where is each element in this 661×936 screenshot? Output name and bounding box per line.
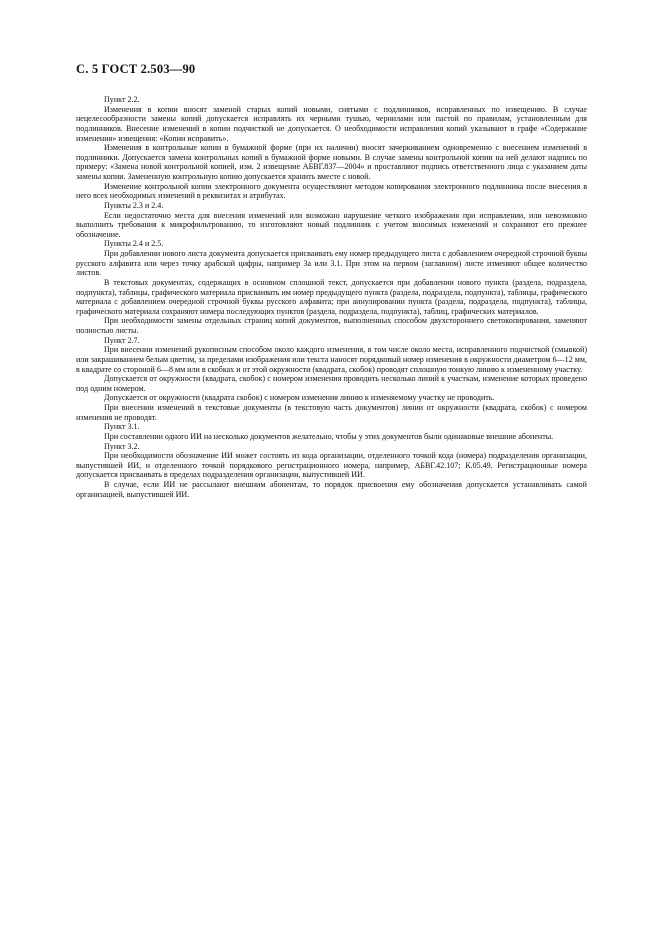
paragraph: Изменения в копии вносят заменой старых копий новыми, снятыми с подлинников, исправленных по извещению. В случае нецелесообразности замены копий допускается исправлять их черными тушью, чернилами или пастой по правилам, установленным для подлинников. Внесение изменений в копии подчисткой не допускается. О необходимости исправления копий указывают в графе «Содержание изменения» извещения: «Копии исправить». bbox=[76, 104, 587, 143]
paragraph: В случае, если ИИ не рассылают внешним абонентам, то порядок присвоения ему обозначения допускается устанавливать самой организацией, выпустившей ИИ. bbox=[76, 480, 587, 499]
paragraph-point-2-7: Пункт 2.7. bbox=[104, 335, 140, 345]
paragraph: При внесении изменений рукописным способом около каждого изменения, в том числе около места, исправленного подчисткой (смывкой) или закрашиванием белым цветом, за пределами изображения или текста наносят порядковый номер изменения в окружности диаметром 6—12 мм, в квадрате со стороной 6—8 мм или в скобках и от этой окружности (квадрата, скобок) проводят сплошную тонкую линию к измененному участку. bbox=[76, 345, 587, 374]
paragraph: Изменения в контрольные копии в бумажной форме (при их наличии) вносят зачеркиванием одновременно с внесением изменений в подлинники. Допускается замена контрольных копий в бумажной форме новыми. В случае замены контрольной копии на ней делают надпись по примеру: «Замена новой контрольной копией, изм. 2 извещение АБВГ.837—2004» и проставляют подпись ответственного лица с указанием даты замены копии. Замененную контрольную копию допускается хранить вместе с новой. bbox=[76, 143, 587, 181]
paragraph-point-2-2: Пункт 2.2. bbox=[104, 95, 140, 104]
paragraph: Изменение контрольной копии электронного документа осуществляют методом копирования электронного подлинника после внесения в него всех необходимых изменений в реквизитах и атрибутах. bbox=[76, 181, 587, 201]
paragraph-points-2-3-2-4: Пункты 2.3 и 2.4. bbox=[104, 200, 164, 210]
paragraph: При составлении одного ИИ на несколько документов желательно, чтобы у этих документов были одинаковые внешние абоненты. bbox=[104, 431, 554, 441]
paragraph-points-2-4-2-5: Пункты 2.4 и 2.5. bbox=[104, 239, 164, 249]
page-header: С. 5 ГОСТ 2.503—90 bbox=[76, 62, 196, 76]
paragraph: При необходимости обозначение ИИ может состоять из кода организации, отделенного точкой кода (номера) подразделения организации, выпустившей ИИ, и отделенного точкой порядкового регистрационного номера, например, АБВГ.42.107; К.05.49. Регистрационные номера допускается присваивать в пределах подразделения организации, выпустившей ИИ. bbox=[76, 451, 587, 480]
paragraph-point-3-2: Пункт 3.2. bbox=[104, 441, 140, 451]
paragraph: При внесении изменений в текстовые документы (в текстовую часть документов) линии от окружности (квадрата, скобок) с номером изменения не проводят. bbox=[76, 403, 587, 422]
paragraph: Если недостаточно места для внесения изменений или возможно нарушение четкого изображения при исправлении, или невозможно выполнить требования к микрофильтрованию, то изготовляют новый подлинник с учетом вносимых изменений и сохраняют его прежнее обозначение. bbox=[76, 210, 587, 239]
paragraph-point-3-1: Пункт 3.1. bbox=[104, 422, 140, 432]
paragraph: При необходимости замены отдельных страниц копий документов, выполненных способом двухстороннего светокопирования, заменяют полностью листы. bbox=[76, 316, 587, 335]
document-body bbox=[76, 95, 587, 499]
paragraph: При добавлении нового листа документа допускается присваивать ему номер предыдущего листа с добавлением очередной строчной буквы русского алфавита или через точку арабской цифры, например 3а или 3.1. При этом на первом (заглавном) листе изменяют общее количество листов. bbox=[76, 249, 587, 278]
paragraph: В текстовых документах, содержащих в основном сплошной текст, допускается при добавлении нового пункта (раздела, подраздела, подпункта), таблицы, графического материала присваивать им номер предыдущего пункта (раздела, подраздела, подпункта), таблицы, графического материала с добавлением очередной строчной буквы русского алфавита; при аннулировании пункта (раздела, подраздела, подпункта), таблицы, графического материала сохраняют номера последующих пунктов (раздела, подраздела, подпункта), таблиц, графических материалов. bbox=[76, 277, 587, 316]
paragraph: Допускается от окружности (квадрата, скобок) с номером изменения проводить несколько линий к участкам, изменение которых проведено под одним номером. bbox=[76, 374, 587, 393]
paragraph: Допускается от окружности (квадрата скобок) с номером изменения линию к изменяемому участку не проводить. bbox=[104, 393, 495, 403]
